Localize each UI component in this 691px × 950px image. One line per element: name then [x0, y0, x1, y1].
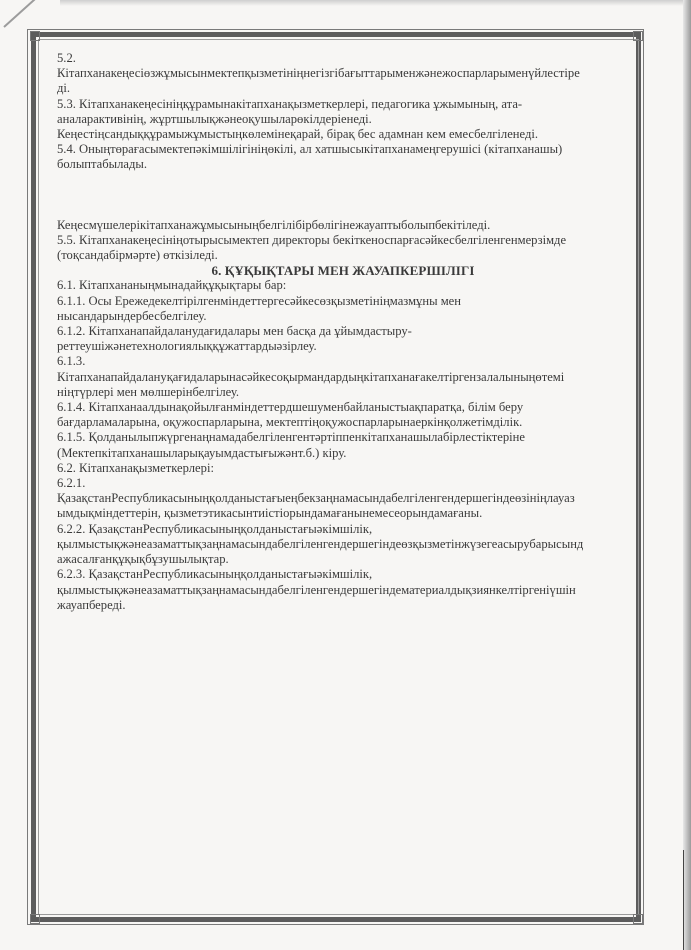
scan-shadow-top [60, 0, 691, 6]
paragraph-line: болыптабылады. [57, 157, 148, 172]
paragraph-line: қылмыстықжәнеазаматтықзаңнамасындабелгіленгендершегіндеөзқызметінжүзегеасырубарысынд [57, 536, 584, 551]
paragraph-line: нысандарындербесбелгілеу. [57, 308, 207, 323]
paragraph-line: 5.3. Кітапханакеңесініңқұрамынакітапханақызметкерлері, педагогика ұжымының, ата- [57, 96, 523, 111]
frame-corner-ornament [633, 31, 643, 41]
paragraph-line: 5.4. Оныңтөрағасымектепәкімшілігініңөкілі, ал хатшысыкітапханамеңгерушісі (кітапханашы) [57, 142, 563, 157]
scan-shadow-right [683, 0, 691, 950]
section-6-heading: 6. ҚҰҚЫҚТАРЫ МЕН ЖАУАПКЕРШІЛІГІ [211, 263, 475, 279]
paragraph-line: 6.2.2. ҚазақстанРеспубликасыныңқолданыстағыәкімшілік, [57, 521, 373, 536]
paragraph-line: 6.2. Кітапханақызметкерлері: [57, 460, 214, 475]
paragraph-line: 6.1.3. [57, 354, 86, 369]
paragraph-line: (тоқсандабірмәрте) өткізіледі. [57, 248, 218, 263]
paragraph-line: ді. [57, 81, 71, 96]
paragraph-line: Кітапханапайдалануқағидаларынасәйкесоқырмандардыңкітапханағакелтіргензалалыныңөтемі [57, 369, 565, 384]
section-5-part-1 [57, 51, 629, 173]
paragraph-line: қылмыстықжәнеазаматтықзаңнамасындабелгіленгендершегіндематериалдықзиянкелтіргеніүшін [57, 582, 576, 597]
paragraph-line: аналарактивінің, жұртшылықжәнеоқушыларөкілдеріенеді. [57, 111, 372, 126]
paragraph-line: 5.5. Кітапханакеңесініңотырысымектеп директоры бекіткеноспарғасәйкесбелгіленгенмерзімде [57, 232, 567, 247]
paragraph-line: 6.1. Кітапхананыңмынадайқұқықтары бар: [57, 278, 287, 293]
page-frame-left [31, 32, 36, 922]
paragraph-line: ҚазақстанРеспубликасыныңқолданыстағыеңбекзаңнамасындабелгіленгендершегіндеөзініңлауаз [57, 491, 575, 506]
paragraph-line: 6.2.3. ҚазақстанРеспубликасыныңқолданыстағыәкімшілік, [57, 567, 373, 582]
paragraph-line: Кітапханакеңесіөзжұмысынмектепқызметініңнегізгібағыттарыменжәнежоспарларыменүйлестіре [57, 66, 580, 81]
page-frame-top [31, 32, 641, 37]
scan-fold-line [3, 0, 64, 28]
paragraph-line: (Мектепкітапханашыларықауымдастығыжәнт.б.) кіру. [57, 445, 347, 460]
paragraph-line: 6.2.1. [57, 476, 86, 491]
frame-corner-ornament [30, 914, 40, 924]
scan-edge-line [683, 850, 684, 950]
paragraph-line: Кеңесмүшелерікітапханажұмысыныңбелгілібірбөлігінежауаптыболыпбекітіледі. [57, 217, 491, 232]
paragraph-line: 6.1.2. Кітапханапайдаланудағидалары мен басқа да ұйымдастыру- [57, 324, 412, 339]
paragraph-line: 6.1.1. Осы Ережедекелтірілгенміндеттергесәйкесөзқызметініңмазмұны мен [57, 293, 461, 308]
section-5-part-2 [57, 218, 629, 264]
frame-corner-ornament [30, 31, 40, 41]
page-frame-bottom [31, 917, 641, 922]
frame-corner-ornament [633, 914, 643, 924]
paragraph-line: жауапбереді. [57, 597, 126, 612]
blank-space [57, 173, 629, 218]
paragraph-line: 6.1.4. Кітапханаалдынақойылғанміндеттердшешуменбайланыстыақпаратқа, білім беру [57, 400, 524, 415]
section-6 [57, 278, 629, 612]
document-body [57, 51, 629, 613]
paragraph-line: реттеушіжәнетехнологиялыққұжаттардыәзірлеу. [57, 339, 317, 354]
paragraph-line: ніңтүрлері мен мөлшерінбелгілеу. [57, 384, 240, 399]
paragraph-line: Кеңестіңсандыққұрамыжұмыстыңкөлемінеқарай, бірақ бес адамнан кем емесбелгіленеді. [57, 127, 539, 142]
paragraph-line: бағдарламаларына, оқужоспарларына, мектептіңоқужоспарларынаеркінқолжетімділік. [57, 415, 523, 430]
paragraph-line: ажасалғанқұқықбұзушылықтар. [57, 552, 229, 567]
paragraph-line: ымдықміндеттерін, қызметэтикасынтиістіорындамағанынемесеорындамағаны. [57, 506, 483, 521]
paragraph-line: 5.2. [57, 51, 76, 65]
paragraph-line: 6.1.5. Қолданылыпжүргенаңнамадабелгіленгентәртіппенкітапханашылабірлестіктеріне [57, 430, 526, 445]
